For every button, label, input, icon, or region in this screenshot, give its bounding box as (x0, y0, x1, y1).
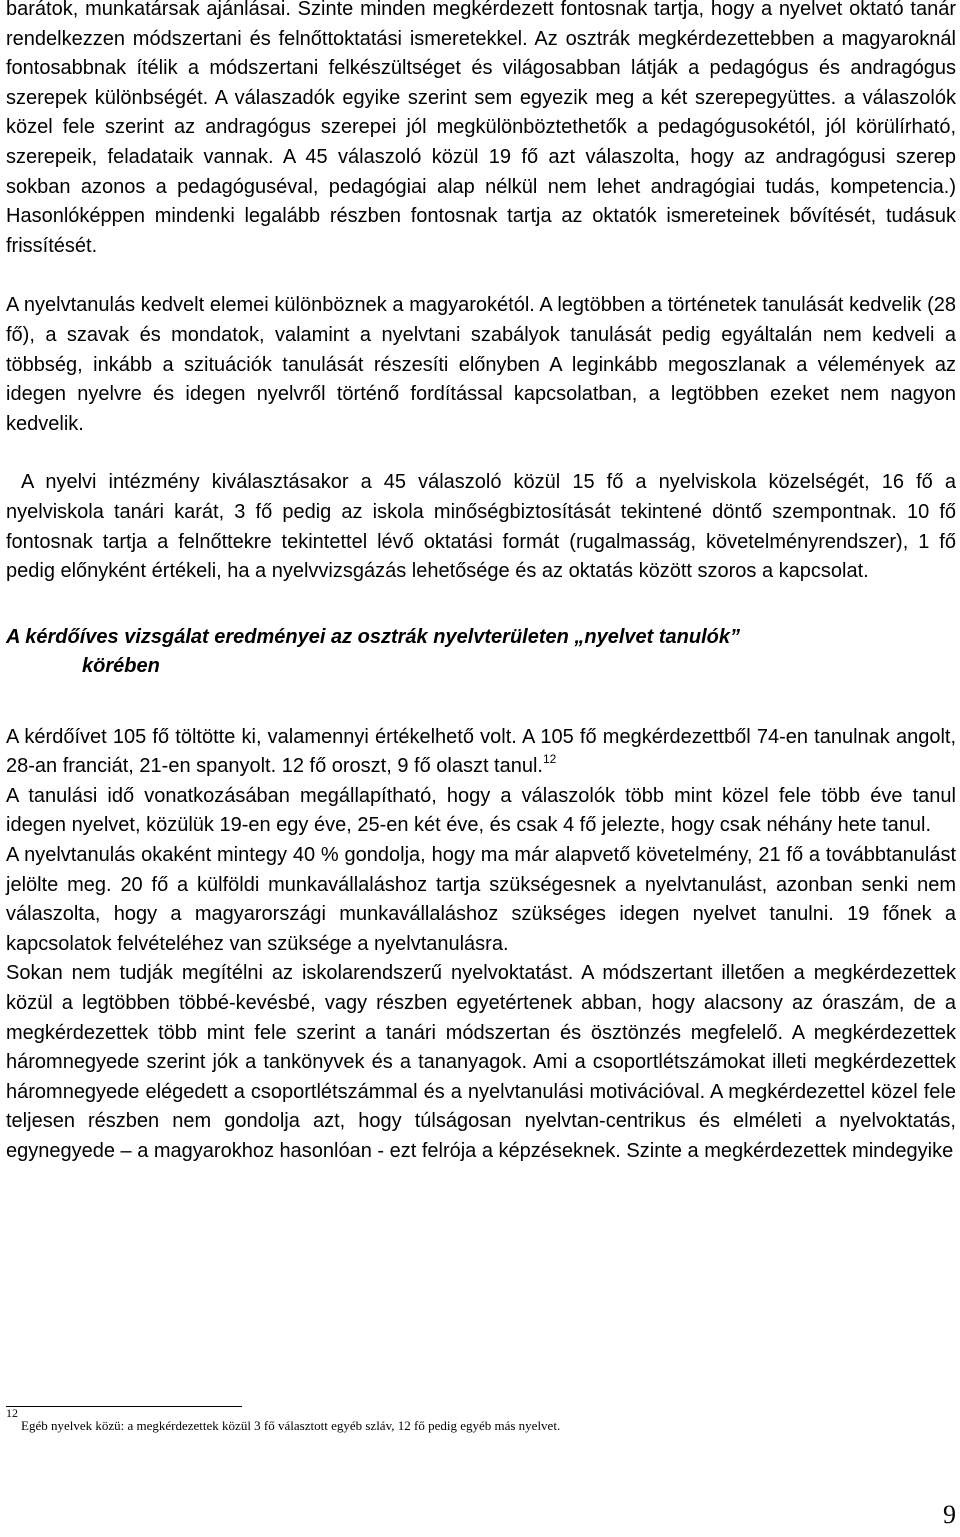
paragraph-learning-time (6, 782, 956, 841)
sentence: A nyelvtanulás okaként mintegy 40 % gondolja, hogy ma már alapvető követelmény, 21 fő a továbbtanulást jelölte meg. (6, 844, 956, 896)
sentence: Hasonlóképpen mindenki legalább részben fontosnak tartja az oktatók ismereteinek bővítését, tudásuk frissítését. (6, 205, 956, 257)
paragraph-school-language-teaching (6, 959, 956, 1166)
sentence: Szinte a megkérdezettek mindegyike (626, 1140, 954, 1162)
sentence: A nyelvi intézmény kiválasztásakor a 45 válaszoló közül 15 fő a nyelviskola közelségét, 16 fő a nyelviskola tanári karát, 3 fő pedig az iskola minőségbiztosítását tekintené döntő szempontnak. (6, 471, 956, 523)
paragraph-institution-choice (6, 468, 956, 586)
paragraph-teacher-qualifications (6, 0, 956, 261)
section-heading-line2: körében (82, 654, 160, 677)
footnote (6, 1406, 946, 1433)
sentence: A legtöbben a történetek tanulását kedvelik (28 fő), a szavak és mondatok, valamint a nyelvtani szabályok tanulását pedig egyáltalán nem kedveli a többség, inkább a szituációk tanulását részesíti előnyben (6, 294, 957, 376)
sentence: A módszertant illetően a megkérdezettek közül a legtöbben többé-kevésbé, vagy részben egyetértenek abban, hogy alacsony az óraszám, de a megkérdezettek több mint fele szerint a tanári módszertan és ösztönzés megfelelő. (6, 962, 957, 1044)
sentence: A tanulási idő vonatkozásában megállapítható, hogy a válaszolók több mint közel fele több éve tanul idegen nyelvet, közülük 19-en egy éve, 25-en két éve, és csak 4 fő jelezte, hogy csak néhány hete tanul. (6, 784, 956, 837)
footnote-text: Egéb nyelvek közü: a megkérdezettek közül 3 fő választott egyéb szláv, 12 fő pedig egyéb más nyelvet. (21, 1418, 561, 1433)
section-heading-line1: A kérdőíves vizsgálat eredményei az osztrák nyelvterületen „nyelvet tanulók” (6, 625, 740, 648)
sentence: a válaszolók közel fele szerint az andragógus szerepei jól megkülönböztethetők a pedagógusokétól, jól körülírható, szerepeik, feladataik vannak. (6, 86, 956, 168)
sentence: A nyelvtanulás kedvelt elemei különböznek a magyarokétól. (6, 294, 535, 317)
sentence: 19 főnek a kapcsolatok felvételéhez van szüksége a nyelvtanulásra. (6, 903, 956, 955)
sentence: A 105 fő megkérdezettből 74-en tanulnak angolt, 28-an franciát, 21-en spanyolt. 12 fő oroszt, 9 fő olaszt tanul. (6, 725, 957, 778)
sentence: Az osztrák megkérdezettebben a magyaroknál fontosabbnak ítélik a módszertani felkészültséget és világosabban látják a pedagógus és andragógus szerepek különbségét. (6, 27, 956, 109)
sentence: Ami a csoportlétszámokat illeti megkérdezettek háromnegyede elégedett a csoportlétszámmal és a nyelvtanulási motivációval. (6, 1051, 957, 1103)
sentence: A válaszadók egyike szerint sem egyezik meg a két szerepegyüttes. (214, 86, 837, 109)
sentence: A megkérdezettel közel fele teljesen részben nem gondolja azt, hogy túlságosan nyelvtan-centrikus és elméleti a nyelvoktatás, egynegyede – a magyarokhoz hasonlóan - ezt felrója a képzéseknek. (6, 1080, 956, 1162)
footnote-separator (6, 1406, 242, 1407)
sentence: Sokan nem tudják megítélni az iskolarendszerű nyelvoktatást. (6, 962, 574, 985)
page-number: 9 (943, 1500, 956, 1529)
document-page (6, 0, 956, 1167)
sentence: 10 fő fontosnak tartja a felnőttekre tekintettel lévő oktatási formát (rugalmasság, követelményrendszer), 1 fő pedig előnyként értékeli, ha a nyelvvizsgázás lehetősége és az oktatás között szoros a kapcsolat. (6, 500, 957, 583)
sentence: A megkérdezettek háromnegyede szerint jók a tankönyvek és a tananyagok. (6, 1021, 956, 1074)
paragraph-learning-reasons (6, 841, 956, 959)
sentence: A 45 válaszoló közül 19 fő azt válaszolta, hogy az andragógusi szerep sokban azonos a pedagóguséval, pedagógiai alap nélkül nem lehet andragógiai tudás, kompetencia.) (6, 145, 957, 198)
sentence: barátok, munkatársak ajánlásai. Szinte minden megkérdezett fontosnak tartja, hogy a nyelvet oktató tanár rendelkezzen módszertani és felnőttoktatási ismeretekkel. (6, 0, 956, 50)
sentence: A leginkább megoszlanak a vélemények az idegen nyelvre és idegen nyelvről történő fordítással kapcsolatban, a legtöbben ezeket nem nagyon kedvelik. (6, 353, 957, 435)
section-heading (6, 623, 956, 681)
footnote-number: 12 (6, 1406, 18, 1420)
paragraph-preferred-learning-elements (6, 291, 956, 439)
footnote-reference[interactable]: 12 (542, 752, 557, 767)
sentence: A kérdőívet 105 fő töltötte ki, valamennyi értékelhető volt. (6, 725, 517, 748)
paragraph-respondents (6, 723, 956, 782)
sentence: 20 fő a külföldi munkavállaláshoz tartja szükségesnek a nyelvtanulást, azonban senki nem válaszolta, hogy a magyarországi munkavállaláshoz szükséges idegen nyelvet tanulni. (6, 873, 957, 926)
